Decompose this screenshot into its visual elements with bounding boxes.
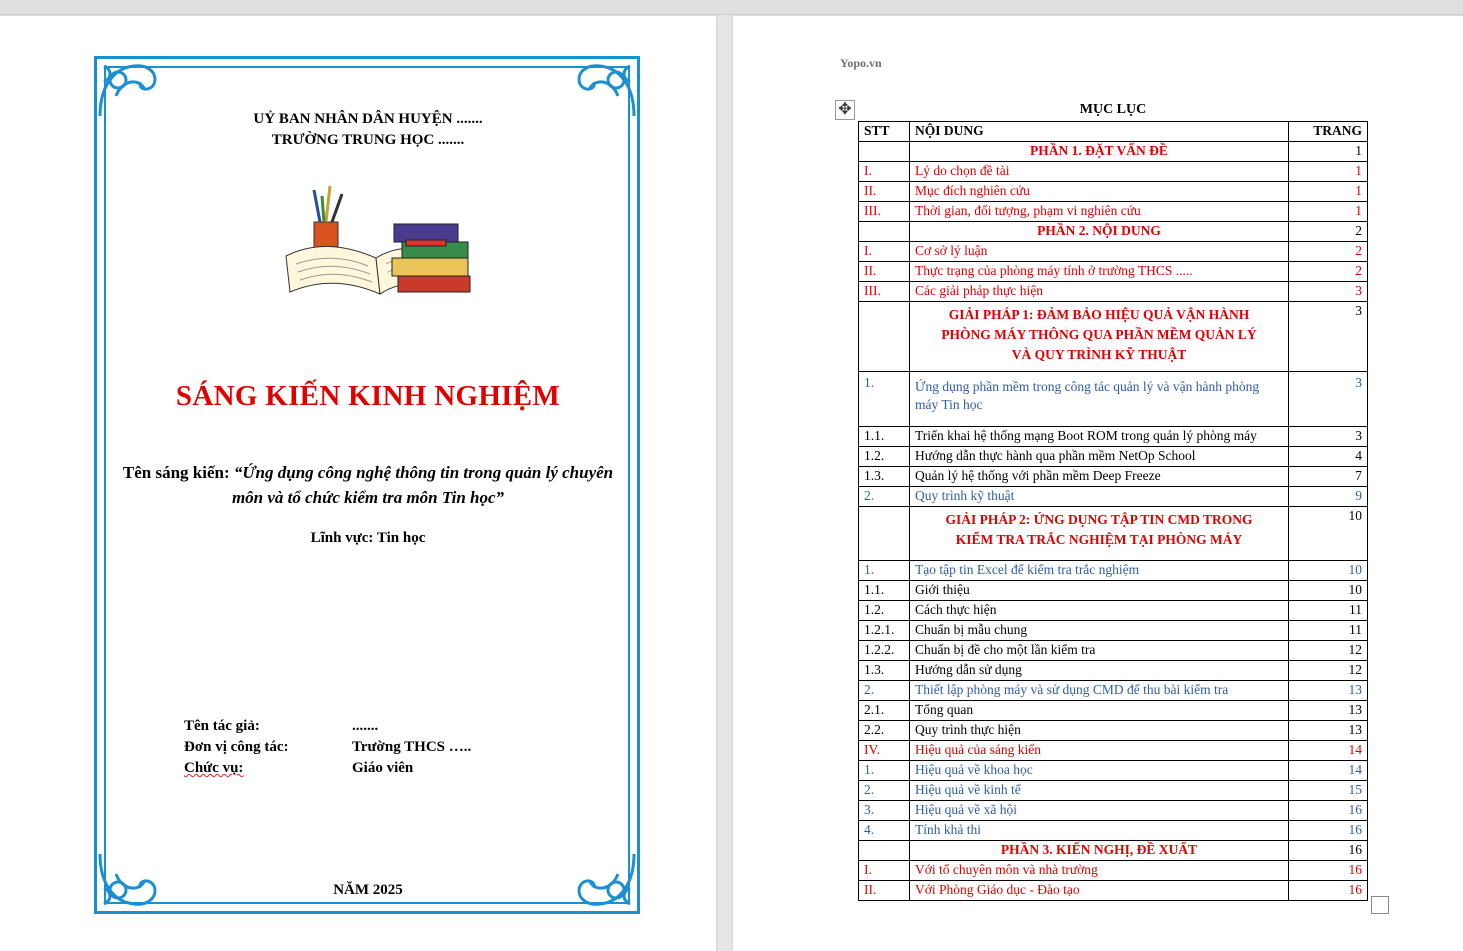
toc-row-content[interactable]: GIẢI PHÁP 2: ỨNG DỤNG TẬP TIN CMD TRONG KIỂM TRA TRẮC NGHIỆM TẠI PHÒNG MÁY [910, 507, 1289, 561]
toc-row-stt: I. [859, 162, 910, 182]
toc-row-content[interactable]: Chuẩn bị mẫu chung [910, 621, 1289, 641]
toc-row [859, 142, 1368, 162]
year-label: NĂM 2025 [333, 882, 403, 898]
toc-row-content[interactable]: Với Phòng Giáo dục - Đào tạo [910, 881, 1289, 901]
toc-row-stt: 1.1. [859, 427, 910, 447]
toc-row-page: 10 [1289, 561, 1368, 581]
toc-row-content[interactable]: PHẦN 1. ĐẶT VẤN ĐỀ [910, 142, 1289, 162]
toc-row-page: 3 [1289, 302, 1368, 372]
toc-row-content[interactable]: Lý do chọn đề tài [910, 162, 1289, 182]
toc-row-content[interactable]: Hướng dẫn thực hành qua phần mềm NetOp School [910, 447, 1289, 467]
toc-row-content[interactable]: Hiệu quả về khoa học [910, 761, 1289, 781]
toc-row-stt: 2. [859, 681, 910, 701]
toc-row [859, 282, 1368, 302]
toc-row [859, 681, 1368, 701]
toc-row [859, 467, 1368, 487]
toc-row-page: 1 [1289, 202, 1368, 222]
toc-row-content[interactable]: PHẦN 3. KIẾN NGHỊ, ĐỀ XUẤT [910, 841, 1289, 861]
toc-row-page: 10 [1289, 581, 1368, 601]
toc-row-page: 11 [1289, 601, 1368, 621]
unit-row [184, 737, 471, 758]
role-label: Chức vụ: [184, 760, 244, 776]
toc-row [859, 621, 1368, 641]
toc-row [859, 182, 1368, 202]
toc-row [859, 581, 1368, 601]
role-row [184, 758, 471, 779]
toc-row-stt: 2. [859, 487, 910, 507]
toc-row-page: 12 [1289, 641, 1368, 661]
toc-row-page: 11 [1289, 621, 1368, 641]
toc-row-stt: 2. [859, 781, 910, 801]
toc-row-content[interactable]: Hiệu quả về kinh tế [910, 781, 1289, 801]
toc-row [859, 242, 1368, 262]
toc-row-page: 13 [1289, 701, 1368, 721]
toc-row-stt: 1. [859, 761, 910, 781]
toc-row-page: 1 [1289, 182, 1368, 202]
toc-row-content[interactable]: Các giải pháp thực hiện [910, 282, 1289, 302]
toc-row-page: 14 [1289, 761, 1368, 781]
toc-row-content[interactable]: Quản lý hệ thống với phần mềm Deep Freeze [910, 467, 1289, 487]
toc-row-content[interactable]: GIẢI PHÁP 1: ĐẢM BẢO HIỆU QUẢ VẬN HÀNH PHÒNG MÁY THÔNG QUA PHẦN MỀM QUẢN LÝ VÀ QUY TRÌNH KỸ THUẬT [910, 302, 1289, 372]
toc-row-stt: 1.2.2. [859, 641, 910, 661]
topic-label: Tên sáng kiến: [122, 463, 234, 482]
toc-row-content[interactable]: Chuẩn bị đề cho một lần kiểm tra [910, 641, 1289, 661]
toc-row [859, 262, 1368, 282]
toc-row-content[interactable]: Tính khả thi [910, 821, 1289, 841]
toc-row-stt: III. [859, 202, 910, 222]
toc-row-stt: I. [859, 861, 910, 881]
window-top-bar [0, 0, 1463, 15]
toc-row-page: 4 [1289, 447, 1368, 467]
toc-row-content[interactable]: Cách thực hiện [910, 601, 1289, 621]
author-label: Tên tác giả: [184, 718, 260, 734]
toc-row-stt: 1. [859, 561, 910, 581]
toc-row-page: 2 [1289, 222, 1368, 242]
topic-line-2: môn và tổ chức kiểm tra môn Tin học” [231, 488, 505, 507]
toc-row-page: 2 [1289, 262, 1368, 282]
toc-row [859, 507, 1368, 561]
toc-row-page: 16 [1289, 821, 1368, 841]
toc-row-page: 16 [1289, 881, 1368, 901]
initiative-topic [108, 460, 628, 510]
corner-ornament-bottom-left-icon [94, 844, 164, 914]
toc-row [859, 222, 1368, 242]
toc-row-stt: 2.1. [859, 701, 910, 721]
toc-header-row [859, 122, 1368, 142]
toc-row-page: 7 [1289, 467, 1368, 487]
toc-page [733, 16, 1463, 951]
toc-row [859, 561, 1368, 581]
toc-row-page: 14 [1289, 741, 1368, 761]
toc-row-content[interactable]: Thiết lập phòng máy và sử dụng CMD để thu bài kiểm tra [910, 681, 1289, 701]
toc-row-content[interactable]: Giới thiệu [910, 581, 1289, 601]
table-move-handle-icon[interactable]: ✥ [835, 100, 855, 120]
toc-row-content[interactable]: Hiệu quả về xã hội [910, 801, 1289, 821]
toc-table [858, 121, 1368, 901]
toc-row-stt: II. [859, 881, 910, 901]
toc-row-page: 16 [1289, 861, 1368, 881]
toc-row [859, 162, 1368, 182]
toc-row-content[interactable]: Hiệu quả của sáng kiến [910, 741, 1289, 761]
toc-row-content[interactable]: Tạo tập tin Excel để kiểm tra trắc nghiệm [910, 561, 1289, 581]
toc-row-content[interactable]: Thực trạng của phòng máy tính ở trường THCS ..... [910, 262, 1289, 282]
table-resize-handle[interactable] [1371, 896, 1389, 914]
toc-row [859, 881, 1368, 901]
toc-row-stt [859, 142, 910, 162]
toc-row [859, 487, 1368, 507]
toc-row-content[interactable]: Cơ sở lý luận [910, 242, 1289, 262]
toc-row-content[interactable]: Triển khai hệ thống mạng Boot ROM trong quản lý phòng máy [910, 427, 1289, 447]
toc-row-content[interactable]: PHẦN 2. NỘI DUNG [910, 222, 1289, 242]
toc-row-page: 13 [1289, 681, 1368, 701]
books-illustration-icon [284, 184, 474, 302]
topic-line-1: “Ứng dụng công nghệ thông tin trong quản lý chuyên [233, 463, 614, 482]
unit-value: Trường THCS ….. [352, 739, 472, 755]
toc-row-stt: IV. [859, 741, 910, 761]
toc-row [859, 601, 1368, 621]
toc-row-stt: II. [859, 262, 910, 282]
toc-row-stt: 1.1. [859, 581, 910, 601]
toc-row-stt: 1.2. [859, 447, 910, 467]
toc-row [859, 761, 1368, 781]
toc-row-page: 9 [1289, 487, 1368, 507]
toc-row-page: 3 [1289, 282, 1368, 302]
toc-row-stt: 1.2. [859, 601, 910, 621]
header-stt: STT [859, 122, 910, 142]
role-value: Giáo viên [352, 760, 414, 776]
toc-row-stt: 1.3. [859, 661, 910, 681]
toc-row-stt: 2.2. [859, 721, 910, 741]
toc-row [859, 801, 1368, 821]
toc-row-page: 1 [1289, 162, 1368, 182]
toc-row-page: 12 [1289, 661, 1368, 681]
author-value: ....... [352, 718, 379, 734]
watermark-text: Yopo.vn [840, 56, 882, 70]
authority-name: UỶ BAN NHÂN DÂN HUYỆN ....... [253, 111, 483, 127]
toc-row-stt: 4. [859, 821, 910, 841]
author-info [184, 716, 471, 779]
toc-row-content[interactable]: Quy trình thực hiện [910, 721, 1289, 741]
header-content: NỘI DUNG [910, 122, 1289, 142]
header-page: TRANG [1289, 122, 1368, 142]
toc-row-stt [859, 507, 910, 561]
toc-row-content[interactable]: Thời gian, đối tượng, phạm vi nghiên cứu [910, 202, 1289, 222]
toc-row-content[interactable]: Hướng dẫn sử dụng [910, 661, 1289, 681]
toc-row-content[interactable]: Quy trình kỹ thuật [910, 487, 1289, 507]
toc-row-stt: 1.3. [859, 467, 910, 487]
school-name: TRƯỜNG TRUNG HỌC ....... [271, 132, 465, 148]
toc-row [859, 427, 1368, 447]
toc-row [859, 372, 1368, 427]
toc-row-stt: 1.2.1. [859, 621, 910, 641]
toc-row-stt [859, 841, 910, 861]
field-label: Lĩnh vực: Tin học [310, 530, 426, 546]
toc-row-page: 2 [1289, 242, 1368, 262]
toc-row-page: 10 [1289, 507, 1368, 561]
toc-row-page: 15 [1289, 781, 1368, 801]
toc-row-stt: 1. [859, 372, 910, 427]
toc-row-stt [859, 302, 910, 372]
toc-row-stt: I. [859, 242, 910, 262]
toc-row [859, 821, 1368, 841]
toc-row [859, 841, 1368, 861]
toc-row [859, 641, 1368, 661]
toc-row-stt [859, 222, 910, 242]
toc-row [859, 701, 1368, 721]
toc-row [859, 302, 1368, 372]
toc-title: MỤC LỤC [1079, 102, 1147, 117]
toc-row-content[interactable]: Với tổ chuyên môn và nhà trường [910, 861, 1289, 881]
toc-row [859, 861, 1368, 881]
toc-row [859, 661, 1368, 681]
toc-row-page: 16 [1289, 801, 1368, 821]
toc-row-page: 13 [1289, 721, 1368, 741]
toc-row [859, 741, 1368, 761]
toc-row-content[interactable]: Ứng dụng phần mềm trong công tác quản lý và vận hành phòng máy Tin học [910, 372, 1289, 427]
toc-row-content[interactable]: Tổng quan [910, 701, 1289, 721]
toc-row-content[interactable]: Mục đích nghiên cứu [910, 182, 1289, 202]
toc-row-stt: III. [859, 282, 910, 302]
toc-row-stt: 3. [859, 801, 910, 821]
toc-row-page: 1 [1289, 142, 1368, 162]
toc-row [859, 781, 1368, 801]
author-row [184, 716, 471, 737]
toc-row [859, 447, 1368, 467]
document-title: SÁNG KIẾN KINH NGHIỆM [175, 380, 561, 412]
toc-row-page: 3 [1289, 372, 1368, 427]
cover-page [0, 16, 716, 951]
toc-row [859, 202, 1368, 222]
toc-row-stt: II. [859, 182, 910, 202]
corner-ornament-bottom-right-icon [570, 844, 640, 914]
toc-row [859, 721, 1368, 741]
unit-label: Đơn vị công tác: [184, 739, 289, 755]
toc-row-page: 3 [1289, 427, 1368, 447]
toc-row-page: 16 [1289, 841, 1368, 861]
